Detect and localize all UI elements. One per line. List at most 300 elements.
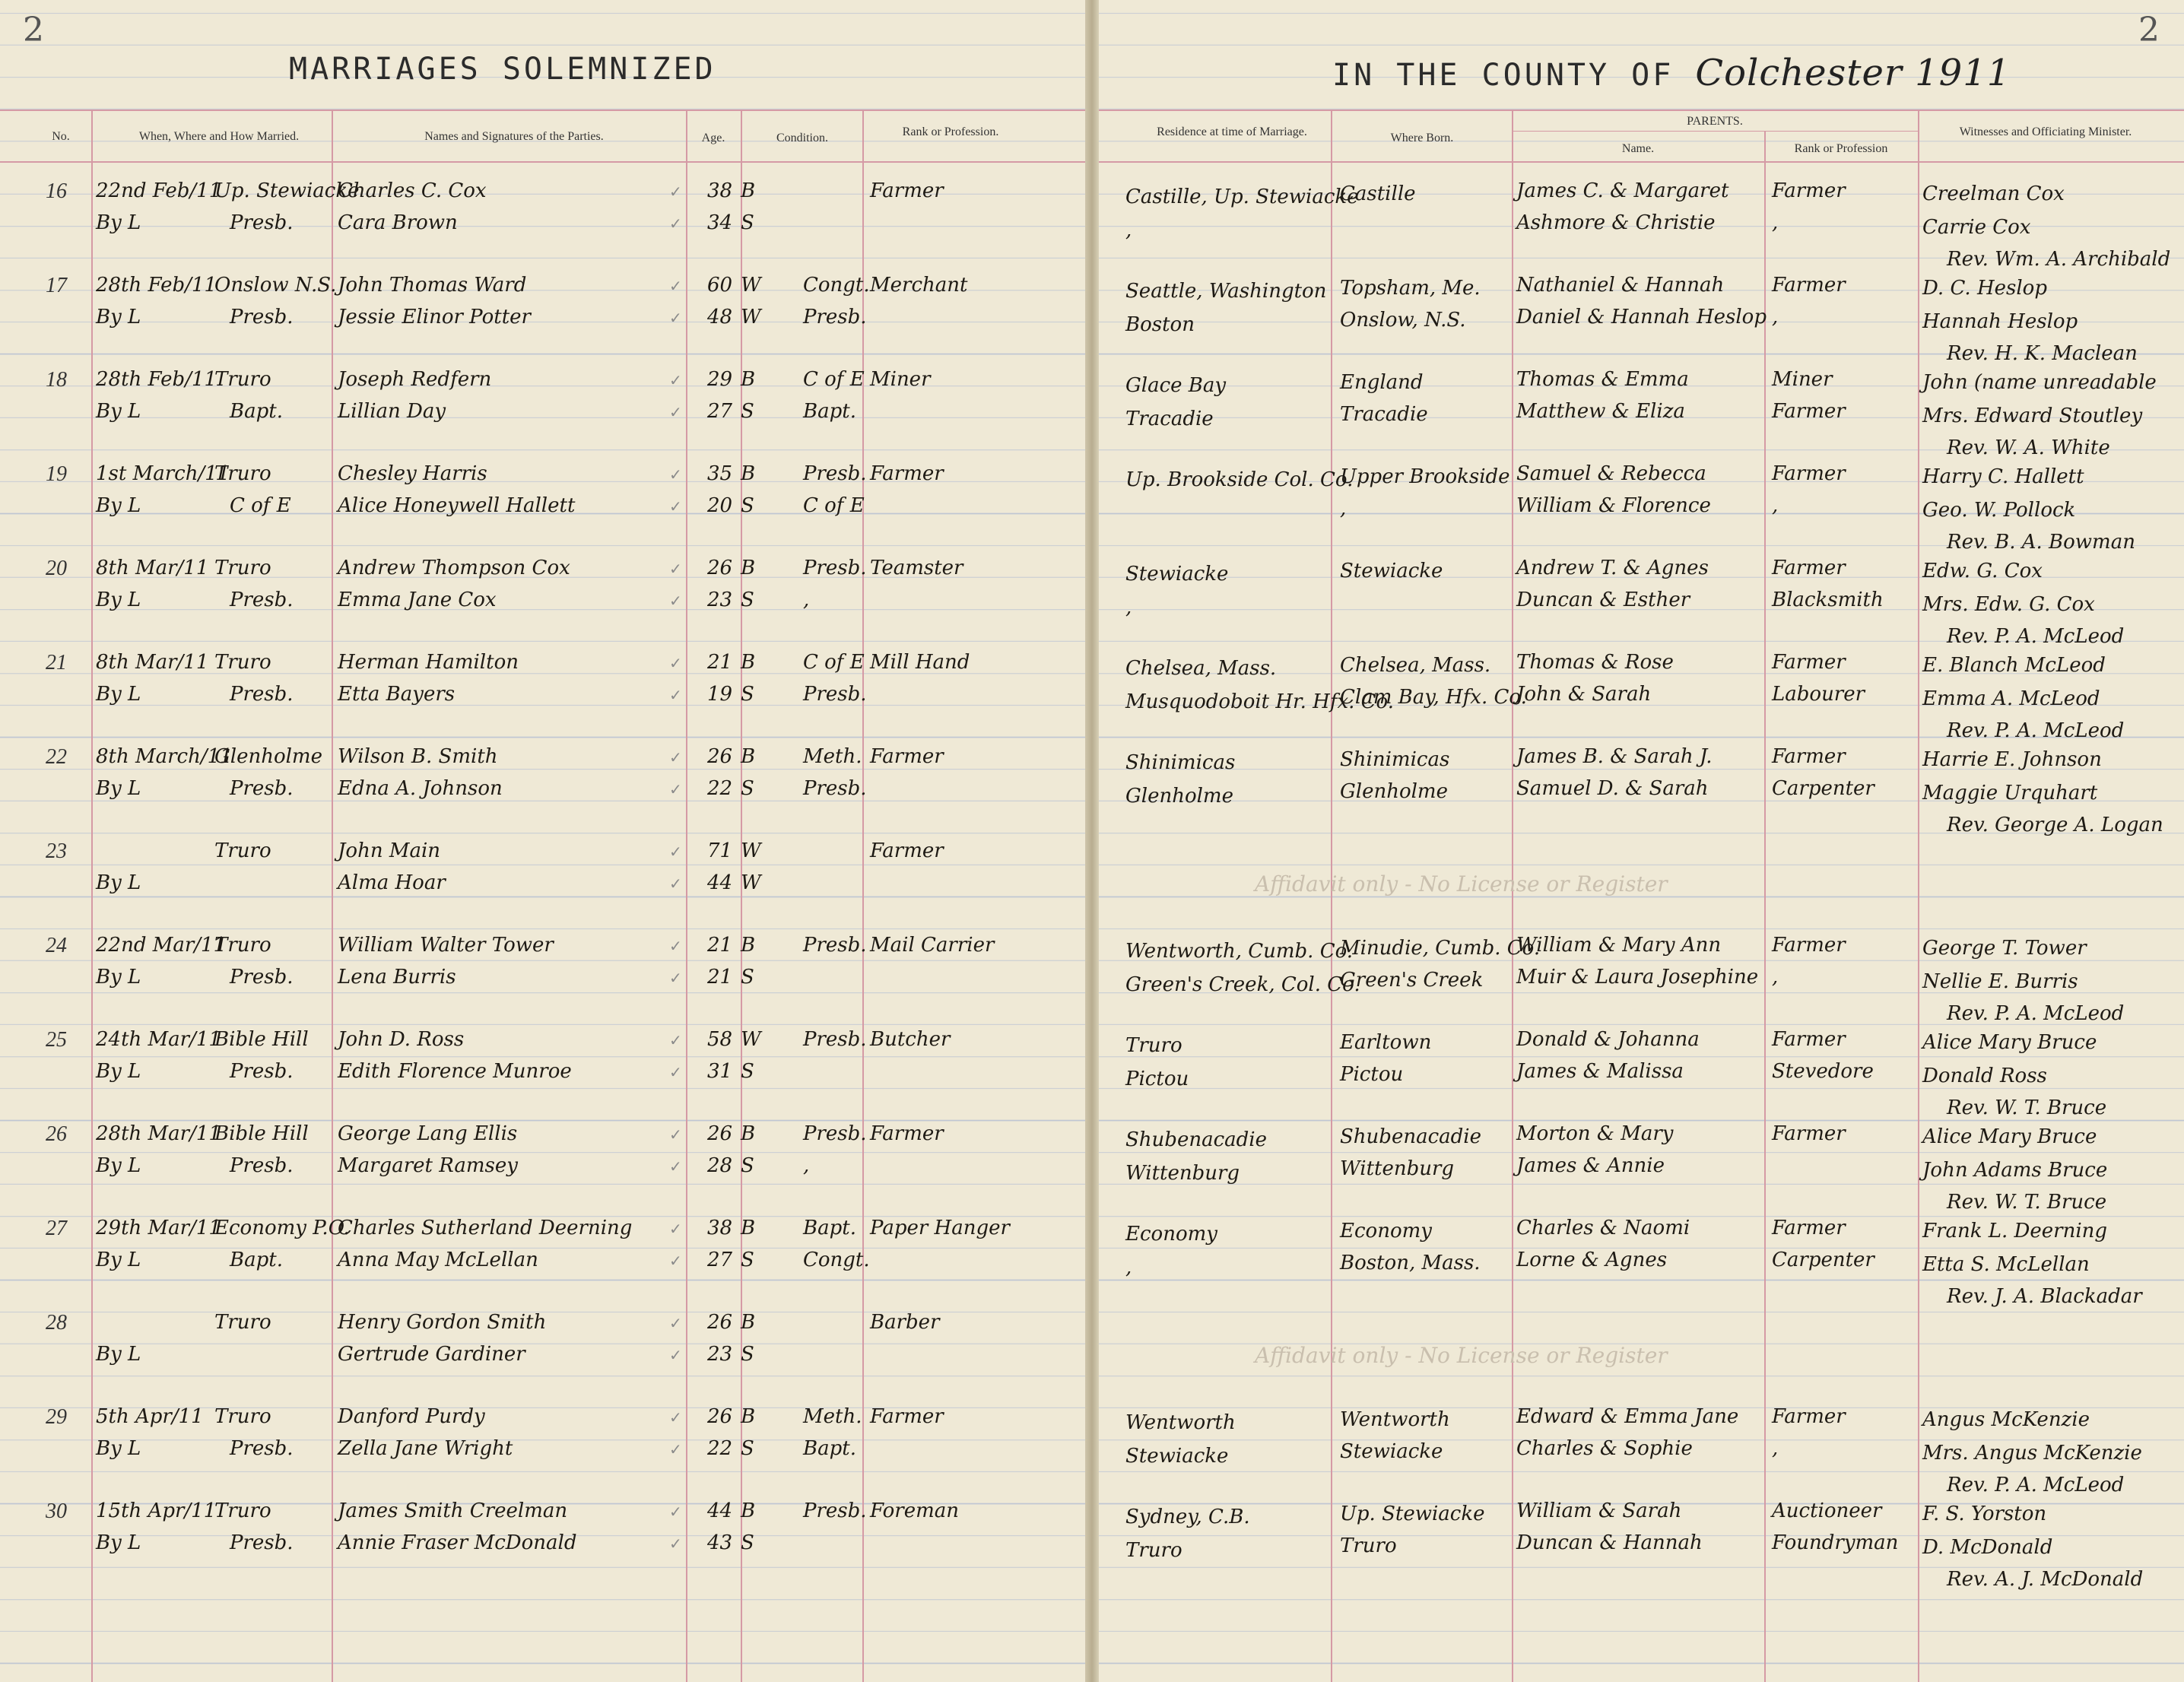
entry-groom: Charles C. Cox xyxy=(338,179,487,202)
entry-wit1: Frank L. Deerning xyxy=(1922,1220,2108,1242)
entry-denom: Presb. xyxy=(230,306,294,328)
entry-par1: Donald & Johanna xyxy=(1516,1028,1700,1051)
entry-age1: 21 xyxy=(707,651,733,674)
entry-wit1: Harry C. Hallett xyxy=(1922,465,2084,488)
entry-rel1: Presb. xyxy=(803,557,867,579)
entry-born1: Earltown xyxy=(1340,1031,1432,1054)
entry-res2: Musquodoboit Hr. Hfx. Co. xyxy=(1125,690,1394,713)
entry-born1: Topsham, Me. xyxy=(1340,277,1481,300)
county-handwritten: Colchester 1911 xyxy=(1695,52,2011,94)
entry-cond2: S xyxy=(741,211,754,234)
entry-date: 1st March/11 xyxy=(96,462,230,485)
entry-prank2: , xyxy=(1772,306,1779,328)
entry-wit1: Alice Mary Bruce xyxy=(1922,1031,2097,1054)
entry-place: Truro xyxy=(214,934,271,957)
entry-denom: Presb. xyxy=(230,1060,294,1083)
entry-date: 8th Mar/11 xyxy=(96,557,209,579)
entry-res2: Green's Creek, Col. Co. xyxy=(1125,973,1360,996)
entry-prank1: Auctioneer xyxy=(1772,1500,1882,1522)
entry-born2: , xyxy=(1340,497,1347,520)
entry-prank2: Labourer xyxy=(1772,683,1865,706)
entry-no: 29 xyxy=(46,1405,67,1429)
entry-rank: Farmer xyxy=(870,179,944,202)
entry-groom: Henry Gordon Smith xyxy=(338,1311,547,1334)
check-mark-icon: ✓ xyxy=(669,1534,682,1553)
affidavit-note: Affidavit only - No License or Register xyxy=(1255,1343,1668,1368)
entry-born2: Wittenburg xyxy=(1340,1157,1455,1180)
check-mark-icon: ✓ xyxy=(669,497,682,516)
entry-rel1: C of E xyxy=(803,368,865,391)
entry-born1: Wentworth xyxy=(1340,1408,1450,1431)
entry-wit1: E. Blanch McLeod xyxy=(1922,654,2106,677)
entry-denom: Bapt. xyxy=(230,1249,283,1271)
header-residence: Residence at time of Marriage. xyxy=(1157,125,1307,138)
entry-born2: Pictou xyxy=(1340,1063,1404,1086)
entry-rank: Mail Carrier xyxy=(870,934,995,957)
register-entry xyxy=(0,934,2184,1028)
check-mark-icon: ✓ xyxy=(669,969,682,987)
header-witnesses: Witnesses and Officiating Minister. xyxy=(1959,125,2132,138)
check-mark-icon: ✓ xyxy=(669,182,682,201)
check-mark-icon: ✓ xyxy=(669,780,682,798)
entry-age1: 26 xyxy=(707,1405,733,1428)
header-no: No. xyxy=(52,130,70,143)
entry-denom: Presb. xyxy=(230,1154,294,1177)
entry-bride: Alma Hoar xyxy=(338,871,446,894)
entry-res1: Glace Bay xyxy=(1125,374,1227,397)
entry-rel2: Congt. xyxy=(803,1249,870,1271)
entry-denom: Presb. xyxy=(230,777,294,800)
entry-place: Bible Hill xyxy=(214,1122,309,1145)
entry-rel2: C of E xyxy=(803,494,865,517)
entry-cond2: S xyxy=(741,1531,754,1554)
entry-rel2: Bapt. xyxy=(803,1437,856,1460)
entry-par1: James C. & Margaret xyxy=(1516,179,1729,202)
entry-place: Truro xyxy=(214,1311,271,1334)
header-condition: Condition. xyxy=(776,132,828,144)
entry-denom: Presb. xyxy=(230,1437,294,1460)
entry-date: 15th Apr/11 xyxy=(96,1500,217,1522)
title-left: MARRIAGES SOLEMNIZED xyxy=(289,52,716,87)
entry-wit1: Harrie E. Johnson xyxy=(1922,748,2102,771)
check-mark-icon: ✓ xyxy=(669,1314,682,1332)
entry-how: By L xyxy=(96,777,141,800)
entry-rel1: Presb. xyxy=(803,462,867,485)
entry-cond1: B xyxy=(741,179,756,202)
entry-place: Truro xyxy=(214,462,271,485)
entry-how: By L xyxy=(96,1249,141,1271)
entry-cond1: B xyxy=(741,745,756,768)
register-entry xyxy=(0,274,2184,368)
header-born: Where Born. xyxy=(1390,132,1454,144)
entry-par2: Charles & Sophie xyxy=(1516,1437,1693,1460)
entry-minister: Rev. B. A. Bowman xyxy=(1947,531,2135,554)
entry-denom: Presb. xyxy=(230,683,294,706)
entry-res1: Chelsea, Mass. xyxy=(1125,657,1277,680)
entry-age1: 58 xyxy=(707,1028,733,1051)
check-mark-icon: ✓ xyxy=(669,1031,682,1049)
title-right-text: IN THE COUNTY OF xyxy=(1332,58,1675,93)
entry-how: By L xyxy=(96,1060,141,1083)
left-page-number: 2 xyxy=(23,11,44,49)
entry-place: Truro xyxy=(214,1500,271,1522)
entry-prank2: Carpenter xyxy=(1772,777,1874,800)
entry-par2: William & Florence xyxy=(1516,494,1711,517)
entry-no: 23 xyxy=(46,839,67,863)
entry-age2: 48 xyxy=(707,306,733,328)
entry-no: 28 xyxy=(46,1311,67,1334)
entry-res1: Wentworth, Cumb. Co. xyxy=(1125,940,1354,963)
entry-born1: Shinimicas xyxy=(1340,748,1450,771)
entry-cond1: B xyxy=(741,1405,756,1428)
check-mark-icon: ✓ xyxy=(669,654,682,672)
entry-groom: John D. Ross xyxy=(338,1028,465,1051)
check-mark-icon: ✓ xyxy=(669,1125,682,1144)
entry-no: 30 xyxy=(46,1500,67,1523)
entry-par1: Edward & Emma Jane xyxy=(1516,1405,1739,1428)
entry-how: By L xyxy=(96,306,141,328)
entry-date: 8th March/11 xyxy=(96,745,233,768)
check-mark-icon: ✓ xyxy=(669,1063,682,1081)
entry-wit2: Donald Ross xyxy=(1922,1065,2047,1087)
entry-par1: Morton & Mary xyxy=(1516,1122,1674,1145)
check-mark-icon: ✓ xyxy=(669,560,682,578)
register-entry xyxy=(0,1311,2184,1405)
header-parents-name: Name. xyxy=(1621,142,1655,155)
entry-wit2: Emma A. McLeod xyxy=(1922,687,2100,710)
entry-born2: Boston, Mass. xyxy=(1340,1252,1481,1274)
entry-wit1: Angus McKenzie xyxy=(1922,1408,2090,1431)
entry-prank2: , xyxy=(1772,1437,1779,1460)
header-top-rule xyxy=(1099,109,2184,111)
entry-denom: Bapt. xyxy=(230,400,283,423)
entry-groom: William Walter Tower xyxy=(338,934,554,957)
entry-cond1: B xyxy=(741,651,756,674)
entry-bride: Lillian Day xyxy=(338,400,446,423)
entry-par1: Charles & Naomi xyxy=(1516,1217,1690,1239)
entry-rel1: C of E xyxy=(803,651,865,674)
entry-how: By L xyxy=(96,966,141,989)
entry-rel1: Bapt. xyxy=(803,1217,856,1239)
entry-born1: England xyxy=(1340,371,1424,394)
entry-minister: Rev. P. A. McLeod xyxy=(1947,625,2125,648)
entry-bride: Anna May McLellan xyxy=(338,1249,538,1271)
register-entry xyxy=(0,1028,2184,1122)
check-mark-icon: ✓ xyxy=(669,592,682,610)
entry-par2: John & Sarah xyxy=(1516,683,1652,706)
entry-wit2: Mrs. Edward Stoutley xyxy=(1922,405,2143,427)
entry-no: 21 xyxy=(46,651,67,674)
entry-how: By L xyxy=(96,589,141,611)
entry-place: Up. Stewiacke xyxy=(214,179,360,202)
entry-res2: Pictou xyxy=(1125,1068,1189,1090)
entry-how: By L xyxy=(96,1437,141,1460)
entry-cond2: S xyxy=(741,400,754,423)
register-entry xyxy=(0,1217,2184,1311)
entry-rank: Farmer xyxy=(870,839,944,862)
header-bottom-rule xyxy=(0,161,1085,163)
entry-minister: Rev. W. A. White xyxy=(1947,436,2110,459)
entry-age2: 21 xyxy=(707,966,733,989)
entry-how: By L xyxy=(96,211,141,234)
entry-wit2: D. McDonald xyxy=(1922,1536,2053,1559)
entry-minister: Rev. P. A. McLeod xyxy=(1947,1002,2125,1025)
header-top-rule xyxy=(0,109,1085,111)
entry-place: Truro xyxy=(214,557,271,579)
entry-date: 24th Mar/11 xyxy=(96,1028,221,1051)
entry-prank1: Farmer xyxy=(1772,274,1846,297)
entry-prank1: Farmer xyxy=(1772,1405,1846,1428)
check-mark-icon: ✓ xyxy=(669,465,682,484)
entry-wit2: Hannah Heslop xyxy=(1922,310,2078,333)
entry-rel1: Presb. xyxy=(803,1500,867,1522)
entry-par1: Thomas & Emma xyxy=(1516,368,1689,391)
entry-par2: Lorne & Agnes xyxy=(1516,1249,1668,1271)
entry-date: 8th Mar/11 xyxy=(96,651,209,674)
entry-rel1: Presb. xyxy=(803,1028,867,1051)
entry-age1: 26 xyxy=(707,557,733,579)
entry-date: 22nd Mar/11 xyxy=(96,934,227,957)
register-entry xyxy=(0,1122,2184,1217)
entry-rel1: Presb. xyxy=(803,934,867,957)
register-entry xyxy=(0,557,2184,651)
entry-bride: Zella Jane Wright xyxy=(338,1437,513,1460)
entry-bride: Etta Bayers xyxy=(338,683,456,706)
entry-age1: 35 xyxy=(707,462,733,485)
entry-prank2: Stevedore xyxy=(1772,1060,1874,1083)
entry-place: Bible Hill xyxy=(214,1028,309,1051)
entry-res1: Sydney, C.B. xyxy=(1125,1506,1250,1528)
entry-age2: 27 xyxy=(707,1249,733,1271)
entry-rank: Farmer xyxy=(870,745,944,768)
entry-cond2: S xyxy=(741,1249,754,1271)
entry-res2: , xyxy=(1125,219,1132,242)
entry-cond1: B xyxy=(741,934,756,957)
entry-rel1: Congt. xyxy=(803,274,870,297)
entry-date: 22nd Feb/11 xyxy=(96,179,222,202)
entry-rank: Teamster xyxy=(870,557,963,579)
entry-minister: Rev. H. K. Maclean xyxy=(1947,342,2138,365)
entry-res1: Up. Brookside Col. Co. xyxy=(1125,468,1354,491)
entry-par2: Duncan & Hannah xyxy=(1516,1531,1703,1554)
entry-date: 29th Mar/11 xyxy=(96,1217,221,1239)
entry-res2: , xyxy=(1125,1256,1132,1279)
header-rank: Rank or Profession. xyxy=(902,125,999,138)
entry-rel1: Meth. xyxy=(803,1405,862,1428)
entry-res1: Shubenacadie xyxy=(1125,1128,1267,1151)
entry-groom: Danford Purdy xyxy=(338,1405,485,1428)
entry-how: By L xyxy=(96,494,141,517)
check-mark-icon: ✓ xyxy=(669,309,682,327)
entry-groom: Andrew Thompson Cox xyxy=(338,557,570,579)
entry-age2: 22 xyxy=(707,777,733,800)
entry-bride: Emma Jane Cox xyxy=(338,589,497,611)
entry-age2: 23 xyxy=(707,1343,733,1366)
register-entry xyxy=(0,745,2184,839)
entry-age2: 19 xyxy=(707,683,733,706)
entry-cond1: B xyxy=(741,1217,756,1239)
entry-age1: 26 xyxy=(707,1122,733,1145)
entry-no: 20 xyxy=(46,557,67,580)
entry-cond1: B xyxy=(741,1311,756,1334)
entry-cond1: W xyxy=(741,839,761,862)
entry-no: 26 xyxy=(46,1122,67,1146)
check-mark-icon: ✓ xyxy=(669,1157,682,1176)
entry-bride: Alice Honeywell Hallett xyxy=(338,494,576,517)
entry-rank: Merchant xyxy=(870,274,968,297)
entry-rank: Farmer xyxy=(870,462,944,485)
entry-rel2: Bapt. xyxy=(803,400,856,423)
entry-bride: Edna A. Johnson xyxy=(338,777,503,800)
entry-cond1: B xyxy=(741,462,756,485)
entry-cond2: S xyxy=(741,683,754,706)
check-mark-icon: ✓ xyxy=(669,1440,682,1458)
entry-born1: Economy xyxy=(1340,1220,1432,1242)
entry-cond2: W xyxy=(741,306,761,328)
entry-cond1: B xyxy=(741,557,756,579)
entry-age2: 31 xyxy=(707,1060,733,1083)
entry-minister: Rev. Wm. A. Archibald xyxy=(1947,248,2171,271)
register-entry xyxy=(0,1500,2184,1594)
entry-age2: 34 xyxy=(707,211,733,234)
entry-place: Truro xyxy=(214,839,271,862)
entry-place: Economy P.O. xyxy=(214,1217,350,1239)
entry-prank2: , xyxy=(1772,211,1779,234)
check-mark-icon: ✓ xyxy=(669,843,682,861)
entry-par1: Samuel & Rebecca xyxy=(1516,462,1706,485)
entry-par2: James & Malissa xyxy=(1516,1060,1684,1083)
entry-wit2: Nellie E. Burris xyxy=(1922,970,2078,993)
entry-denom: Presb. xyxy=(230,1531,294,1554)
entry-par2: Ashmore & Christie xyxy=(1516,211,1716,234)
entry-how: By L xyxy=(96,1343,141,1366)
entry-no: 24 xyxy=(46,934,67,957)
entry-wit2: Geo. W. Pollock xyxy=(1922,499,2076,522)
header-age: Age. xyxy=(701,132,725,144)
check-mark-icon: ✓ xyxy=(669,686,682,704)
entry-minister: Rev. J. A. Blackadar xyxy=(1947,1285,2142,1308)
entry-born2: Onslow, N.S. xyxy=(1340,309,1466,332)
entry-wit2: Maggie Urquhart xyxy=(1922,782,2098,805)
entry-no: 22 xyxy=(46,745,67,769)
entry-place: Glenholme xyxy=(214,745,322,768)
check-mark-icon: ✓ xyxy=(669,277,682,295)
entry-res1: Stewiacke xyxy=(1125,563,1229,586)
entry-prank2: , xyxy=(1772,494,1779,517)
register-entry xyxy=(0,839,2184,934)
entry-cond1: B xyxy=(741,368,756,391)
entry-born1: Minudie, Cumb. Co. xyxy=(1340,937,1541,960)
entry-age2: 20 xyxy=(707,494,733,517)
entry-cond1: W xyxy=(741,274,761,297)
entry-prank1: Farmer xyxy=(1772,1122,1846,1145)
entry-res1: Castille, Up. Stewiacke xyxy=(1125,186,1359,208)
entry-groom: Chesley Harris xyxy=(338,462,487,485)
entry-rel2: Presb. xyxy=(803,777,867,800)
entry-no: 16 xyxy=(46,179,67,203)
entry-res1: Seattle, Washington xyxy=(1125,280,1327,303)
entry-born1: Upper Brookside xyxy=(1340,465,1510,488)
entry-wit2: Mrs. Angus McKenzie xyxy=(1922,1442,2142,1465)
entry-prank1: Farmer xyxy=(1772,1217,1846,1239)
header-names: Names and Signatures of the Parties. xyxy=(424,130,604,143)
entry-age2: 28 xyxy=(707,1154,733,1177)
entry-prank1: Farmer xyxy=(1772,462,1846,485)
entry-rank: Mill Hand xyxy=(870,651,970,674)
entry-cond2: S xyxy=(741,494,754,517)
check-mark-icon: ✓ xyxy=(669,874,682,893)
entry-denom: C of E xyxy=(230,494,291,517)
entry-res2: Boston xyxy=(1125,313,1195,336)
entry-born1: Chelsea, Mass. xyxy=(1340,654,1491,677)
entry-groom: Charles Sutherland Deerning xyxy=(338,1217,633,1239)
entry-age1: 26 xyxy=(707,1311,733,1334)
entry-wit1: George T. Tower xyxy=(1922,937,2087,960)
header-bottom-rule xyxy=(1099,161,2184,163)
entry-rank: Foreman xyxy=(870,1500,959,1522)
entry-minister: Rev. W. T. Bruce xyxy=(1947,1191,2107,1214)
entry-res1: Wentworth xyxy=(1125,1411,1236,1434)
entry-groom: Herman Hamilton xyxy=(338,651,519,674)
entry-wit1: Creelman Cox xyxy=(1922,182,2065,205)
entry-par1: James B. & Sarah J. xyxy=(1516,745,1713,768)
entry-date: 28th Mar/11 xyxy=(96,1122,221,1145)
entry-rel2: , xyxy=(803,589,810,611)
header-parents: PARENTS. xyxy=(1687,115,1743,128)
entry-res2: Stewiacke xyxy=(1125,1445,1229,1468)
entry-groom: Wilson B. Smith xyxy=(338,745,498,768)
entry-wit1: F. S. Yorston xyxy=(1922,1503,2047,1525)
entry-born2: Green's Creek xyxy=(1340,969,1484,992)
entry-place: Truro xyxy=(214,1405,271,1428)
entry-rel2: Presb. xyxy=(803,683,867,706)
entry-wit1: Alice Mary Bruce xyxy=(1922,1125,2097,1148)
check-mark-icon: ✓ xyxy=(669,1220,682,1238)
entry-rel2: , xyxy=(803,1154,810,1177)
entry-prank2: Carpenter xyxy=(1772,1249,1874,1271)
entry-born1: Shubenacadie xyxy=(1340,1125,1481,1148)
entry-minister: Rev. George A. Logan xyxy=(1947,814,2163,836)
entry-cond2: S xyxy=(741,1437,754,1460)
entry-cond1: B xyxy=(741,1122,756,1145)
entry-age1: 71 xyxy=(707,839,733,862)
entry-cond2: S xyxy=(741,1060,754,1083)
entry-res2: Tracadie xyxy=(1125,408,1214,430)
entry-date: 5th Apr/11 xyxy=(96,1405,204,1428)
check-mark-icon: ✓ xyxy=(669,371,682,389)
entry-cond2: S xyxy=(741,1343,754,1366)
check-mark-icon: ✓ xyxy=(669,1408,682,1427)
entry-par1: William & Sarah xyxy=(1516,1500,1682,1522)
check-mark-icon: ✓ xyxy=(669,1503,682,1521)
header-parents-rank: Rank or Profession xyxy=(1794,142,1888,155)
entry-rank: Farmer xyxy=(870,1405,944,1428)
entry-place: Onslow N.S. xyxy=(214,274,337,297)
entry-wit2: John Adams Bruce xyxy=(1922,1159,2108,1182)
entry-prank2: Farmer xyxy=(1772,400,1846,423)
entry-prank2: , xyxy=(1772,966,1779,989)
parents-subrule xyxy=(1512,131,1918,132)
register-entry xyxy=(0,462,2184,557)
entry-groom: Joseph Redfern xyxy=(338,368,492,391)
entry-bride: Annie Fraser McDonald xyxy=(338,1531,577,1554)
title-right xyxy=(1332,52,2011,94)
entry-age2: 27 xyxy=(707,400,733,423)
entry-wit1: John (name unreadable xyxy=(1922,371,2157,394)
right-page-number: 2 xyxy=(2138,11,2160,49)
affidavit-note: Affidavit only - No License or Register xyxy=(1255,871,1668,897)
entry-res2: Wittenburg xyxy=(1125,1162,1240,1185)
